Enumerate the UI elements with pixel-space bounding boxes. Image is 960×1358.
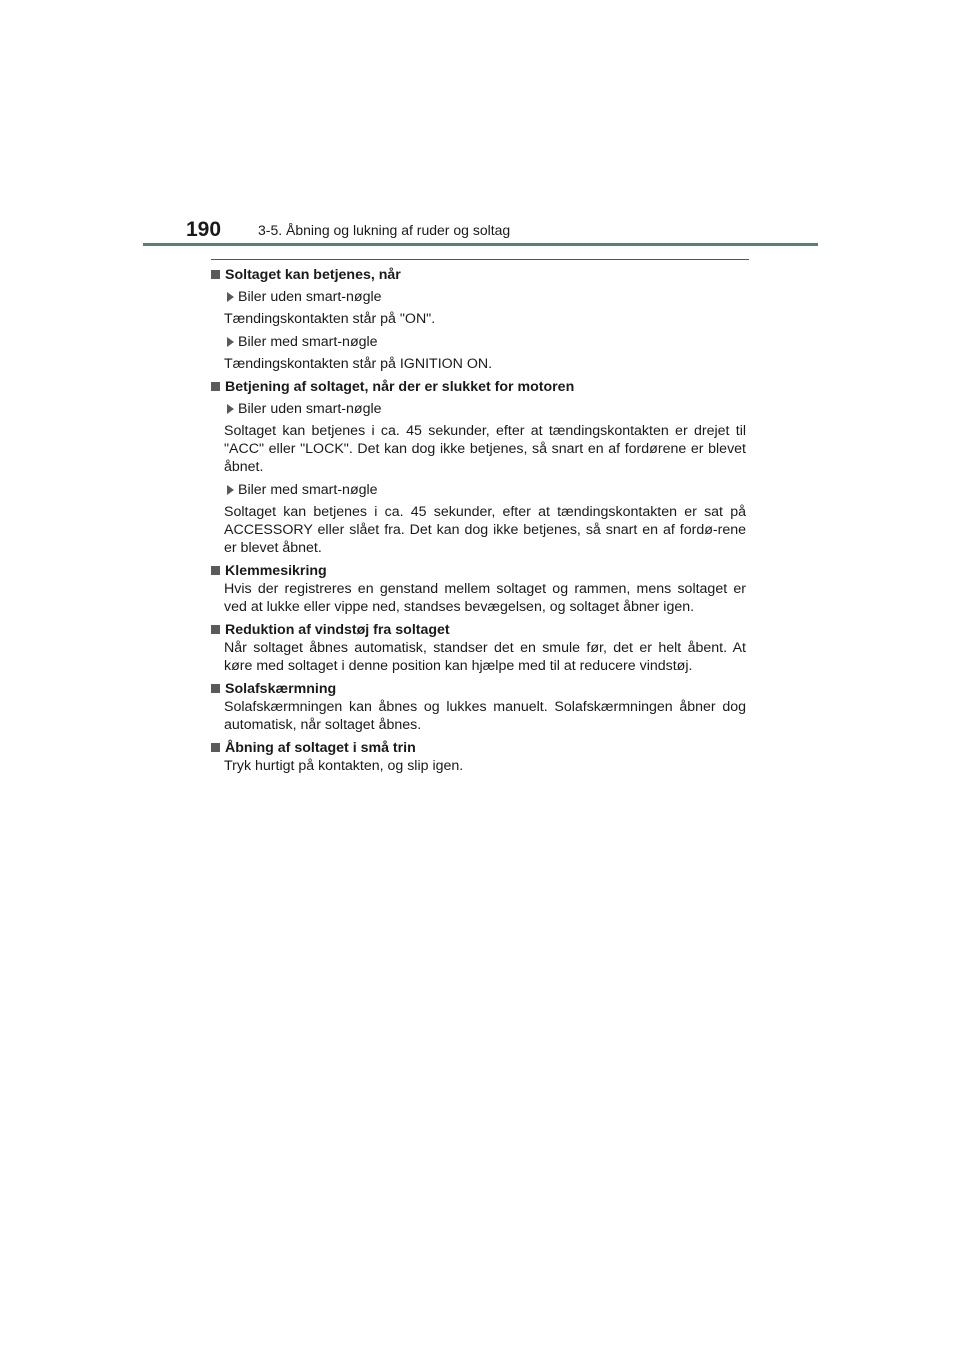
section-divider (211, 259, 749, 260)
triangle-bullet-icon (227, 485, 234, 495)
section-heading: Klemmesikring (225, 563, 327, 579)
section-jam-protection (210, 562, 746, 616)
square-bullet-icon (211, 684, 220, 693)
paragraph: Hvis der registreres en genstand mellem soltaget og rammen, mens soltaget er ved at lukke eller vippe ned, standses bevægelsen, og soltaget åbner igen. (224, 581, 746, 615)
paragraph: Når soltaget åbnes automatisk, standser det en smule før, det er helt åbent. At køre med soltaget i denne position kan hjælpe med til at reducere vindstøj. (224, 640, 746, 674)
section-operable-when (210, 266, 746, 373)
section-sunshade (210, 680, 746, 734)
paragraph: Solafskærmningen kan åbnes og lukkes manuelt. Solafskærmningen åbner dog automatisk, når soltaget åbnes. (224, 699, 746, 733)
square-bullet-icon (211, 270, 220, 279)
section-heading: Åbning af soltaget i små trin (225, 740, 416, 756)
paragraph: Tændingskontakten står på IGNITION ON. (224, 356, 493, 372)
section-heading: Solafskærmning (225, 681, 337, 697)
square-bullet-icon (211, 566, 220, 575)
section-heading: Soltaget kan betjenes, når (225, 267, 401, 283)
paragraph: Soltaget kan betjenes i ca. 45 sekunder, efter at tændingskontakten er sat på ACCESSORY eller slået fra. Det kan dog ikke betjenes, så snart en af fordø-rene er blevet åbnet. (224, 504, 746, 556)
page-number: 190 (186, 218, 222, 241)
sub-heading: Biler med smart-nøgle (238, 334, 378, 350)
section-small-steps (210, 739, 746, 775)
section-wind-noise (210, 621, 746, 675)
square-bullet-icon (211, 625, 220, 634)
paragraph: Tryk hurtigt på kontakten, og slip igen. (224, 758, 464, 774)
sub-heading: Biler uden smart-nøgle (238, 289, 382, 305)
square-bullet-icon (211, 743, 220, 752)
section-heading: Reduktion af vindstøj fra soltaget (225, 622, 450, 638)
sub-heading: Biler med smart-nøgle (238, 482, 378, 498)
header-rule (143, 243, 818, 246)
page-content (210, 266, 746, 780)
paragraph: Tændingskontakten står på "ON". (224, 311, 436, 327)
triangle-bullet-icon (227, 292, 234, 302)
section-engine-off (210, 378, 746, 557)
paragraph: Soltaget kan betjenes i ca. 45 sekunder, efter at tændingskontakten er drejet til "ACC" eller "LOCK". Det kan dog ikke betjenes, så snart en af fordørene er blevet åbnet. (224, 423, 746, 475)
sub-heading: Biler uden smart-nøgle (238, 401, 382, 417)
triangle-bullet-icon (227, 404, 234, 414)
section-heading: Betjening af soltaget, når der er slukket for motoren (225, 379, 575, 395)
square-bullet-icon (211, 382, 220, 391)
header-title: 3-5. Åbning og lukning af ruder og soltag (258, 222, 511, 238)
triangle-bullet-icon (227, 337, 234, 347)
